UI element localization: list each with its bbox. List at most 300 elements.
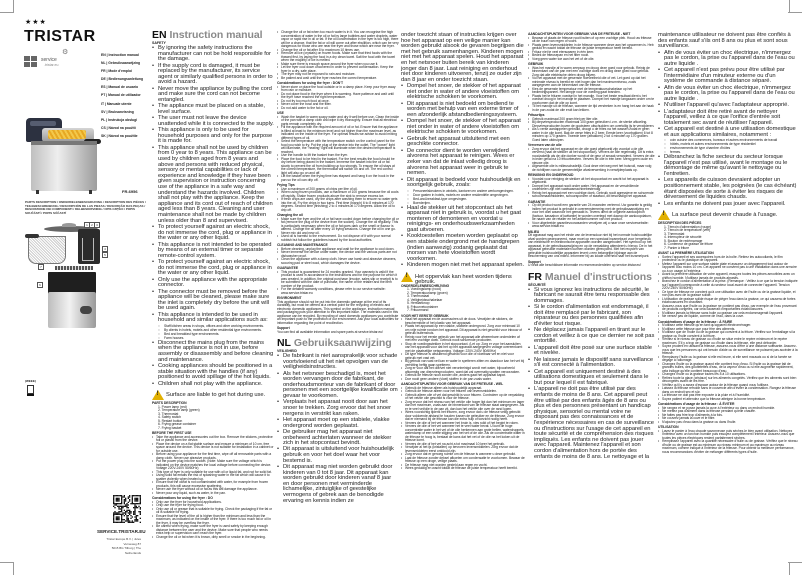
- section-heading: Verversen van de olie: [528, 143, 562, 147]
- bullet-item: • Was het mandje af in warm zeepsop en droog deze goed voor gebruik. Reinig de binnenkant van de pan met een vochtige doek en droog deze goed voor gebruik. Zorg dat alle elektrische delen droog blijven.: [528, 67, 655, 78]
- bullet-item: • Never immerse the device under water, the device and the various parts are not dishwasher proof.: [277, 251, 399, 258]
- sub-bullet-item: ○ Boerderijen.: [401, 201, 525, 205]
- bullet-item: • Stop de voedingsstekker in het stopcontact. (Let op: Zorg er voor het aansluiten van het apparaat voor dat het op het apparaat aangegeven voltage overeenkomt met de plaatselijke netspanning. Voltage: 220V-240V 50/60Hz): [401, 343, 525, 354]
- section-heading: DESCRIPTION DES PIÈCES: [658, 221, 702, 226]
- bullet-item: • Plaats het apparaat op een vlakke, stabiele ondergrond. Zorg voor minimaal 10 cm vrije ruimte rondom het apparaat. Dit apparaat is niet geschikt voor inbouw of gebruik buitenshuis.: [401, 325, 525, 336]
- paragraph: maintenance utilisateur ne doivent pas être confiés à des enfants sauf s'ils ont 8 ans ou plus et sont sous surveillance.: [658, 32, 791, 50]
- bullet-item: • Do not place food in the fryer when it is warming. Have patience and wait until the fryer have reached the right temperature.: [277, 93, 399, 100]
- section-heading: SAFETY: [152, 41, 166, 45]
- service-website-link[interactable]: SERVICE.TRISTAR.EU: [97, 529, 146, 534]
- bullet-item: • Verwijder al het ijs (kristallen) op bevroren levensmiddelen. Zorg ervoor dat de levensmiddelen eerst ontdooid zijn.: [401, 446, 525, 453]
- crop-mark: [0, 562, 14, 563]
- bullet-item: • Ververs de olie of het vet wanneer het bruin is, vies ruikt of het begint te roken.: [401, 422, 525, 426]
- fr-parts-first-use-section: [658, 222, 798, 454]
- bullet-item: • Only use the fryer for frying food.: [152, 504, 275, 508]
- bullet-item: • N'utilisez que de l'huile ou de la graisse qui convient à la friture. Vérifiez sur l'emballage si la graisse ou l'huile convient à la friture.: [658, 331, 798, 338]
- bullet-item: • Gebruik alleen olie of vet dat geschikt is voor frituren. Controleer op de verpakking of het vet/de olie geschikt is voor de friteuse.: [401, 394, 525, 401]
- numbered-item: 3. Thermostaat: [407, 294, 430, 299]
- section-heading: ENVIRONMENT: [277, 296, 302, 300]
- numbered-item: 4. Safety switch: [158, 415, 181, 420]
- numbered-item: 7. Frituurmand: [407, 308, 429, 313]
- section-heading: ONDERDELENBESCHRIJVING: [401, 283, 450, 288]
- recycle-bin-icon: [27, 385, 34, 394]
- bullet-item: • L'adaptateur doit être retiré avant de nettoyer l'appareil, veillez à ce que l'orifice d'entrée soit totalement sec avant de réutiliser l'appareil.: [658, 110, 798, 127]
- bullet-item: • Only use the appliance with the appropriate connector.: [152, 278, 275, 289]
- warning-triangle-icon: [401, 272, 413, 282]
- section-heading: Frituurtips: [528, 113, 545, 117]
- section-heading: Support: [277, 326, 290, 330]
- bullet-item: • Dompel het apparaat nooit onder water. Het apparaat en de verschillende onderdelen zijn niet vaatwasmachinebestendig.: [528, 185, 655, 192]
- bullet-item: • Remplacez l'huile ou la graisse si elle est brune, si elle sent mauvais ou si de la fumée se dégage à l'allumage.: [658, 356, 798, 363]
- bullet-item: • Branchez le cordon d'alimentation à la prise. (Remarque : Veillez à ce que la tension indiquée sur l'appareil corresponde à celle du secteur local avant de connecter l'appareil. Tension 220V-240V 50/60Hz): [658, 280, 798, 291]
- section-title: [152, 30, 275, 41]
- bullet-item: • Cooking appliances should be positioned in a stable situation with the handles (if any) positioned to avoid spillage of the hot liquids.: [152, 364, 275, 381]
- diagram-label: 1: [84, 222, 90, 228]
- bullet-item: • Select the temperature with the temperature switch on the control panel for the food you wish to fry. Put the plug of the device into the outlet. The "power" light will illuminate, the "heating" light will illuminate when the desired temperature is reached.: [277, 140, 399, 154]
- bullet-item: • Dit apparaat is bedoeld voor huishoudelijk en soortgelijk gebruik, zoals:: [401, 178, 525, 189]
- fr-safety-section: [528, 272, 655, 461]
- bullet-item: • Zorg ervoor dat er genoeg ruimte om de friteuse is wanneer u deze gebruikt.: [401, 453, 525, 457]
- section-heading: VEILIGHEID: [277, 349, 297, 353]
- bullet-item: • For the detailed warranty conditions, please refer to our service website: www.service.tristar.eu: [277, 288, 399, 295]
- bullet-item: • Ververs de olie of het vet na acht a tot maximaal 10 keer het gebruik.: [401, 443, 525, 447]
- numbered-item: 1. Power lamp (red): [158, 404, 187, 409]
- bullet-item: • L'appareil doit être posé sur une surface stable et nivelée.: [528, 346, 655, 357]
- bullet-item: • Soyez patient et attendez que la friteuse atteigne la bonne température.: [658, 398, 798, 402]
- bullet-item: • Afgewerkte olie is milieuschadelijk. Gooi deze niet weg met het huisvuil, maar volg de richtlijnen van de gemeentelijke afvalverwerking in verwijderplaats op.: [528, 165, 655, 172]
- model-number: FR-6956: [122, 189, 138, 194]
- bullet-item: • Never move the appliance by pulling the cord and make sure the cord can not become entangled.: [152, 87, 275, 104]
- bullet-item: • Haal het apparaat en de accessoires uit de doos. Verwijder de stickers, de beschermfolie of het plastic van het apparaat.: [401, 318, 525, 325]
- section-heading: CLEANING AND MAINTENANCE: [277, 243, 328, 247]
- weee-label: (WEEE): [25, 379, 36, 383]
- bullet-item: • Ne couvrez jamais la cuve et le filtre.: [658, 417, 798, 421]
- bullet-item: • Laissez la friteuse refroidir sans le couvercle afin d'éviter la condensation. Rangez la friteuse dans un endroit sec et sûr.: [658, 387, 798, 394]
- bullet-item: • Fill the appliance with the required amount of oil or fat. Ensure that the appliance is filled at least to the minimum level and not higher than the maximum level, as indicated on the inside of the fryer. For optimal results we advise to avoid mixing different types of oil.: [277, 126, 399, 140]
- numbered-item: 1. Voedingslamp (rood): [407, 287, 441, 292]
- bullet-item: • This appliance is intended to be used in household and similar applications such as:: [152, 313, 275, 324]
- diagram-label: 3: [94, 222, 100, 228]
- language-item: IT | Manuale utente: [101, 101, 132, 106]
- bullet-item: • Kinderen mogen niet met het apparaat spelen.: [401, 263, 525, 269]
- bullet-item: • Ne faites pas frire trop d'aliments à la fois.: [658, 414, 798, 418]
- bullet-item: • Si le cordon d'alimentation est endommagé, il doit être remplacé par le fabricant, son réparateur ou des personnes qualifiées afin d'éviter tout risque.: [528, 305, 655, 327]
- language-item: EN | Instruction manual: [101, 53, 139, 57]
- language-item: PT | Manual de utilizador: [101, 93, 141, 98]
- bullet-item: • Afin de vous éviter un choc électrique, n'immergez pas le cordon, la prise ou l'appareil dans de l'eau ou autre liquide .: [658, 51, 798, 68]
- bullet-item: • De friteuse mag niet worden gesteld aan regen en vocht.: [401, 464, 525, 468]
- bullet-item: • Disconnect the mains plug from the mains when the appliance is not in use, before assembly or disassembly and before cleaning and maintenance.: [152, 341, 275, 363]
- en-parts-first-use-section: [152, 402, 275, 539]
- nl-safety-section: [277, 338, 399, 504]
- bullet-item: • Bewaar of plaats de friteuse nooit buiten of op een vochtige plek. Houd uw friteuse uit de buurt van regen of vocht.: [528, 37, 655, 44]
- bullet-item: • Avant la première utilisation de votre appareil, essuyez toutes les pièces amovibles avec un chiffon humide. N'utilisez jamais de produits abrasifs.: [658, 273, 798, 280]
- section-heading: Frying Tips: [277, 183, 295, 187]
- numbered-item: 1. Témoin d'alimentation (rouge): [664, 224, 712, 229]
- bullet-item: • Ne rangez et ne posez jamais la cuve à l'extérieur ou dans un endroit humide.: [658, 407, 798, 411]
- warning-note: [658, 210, 798, 220]
- numbered-item: 2. Temperature lamp (green): [158, 408, 200, 413]
- bullet-item: • Let the fryer cool down uncovered in order to prevent condensation. Keep the fryer in a dry, safe place.: [277, 66, 399, 73]
- service-label: service: [41, 57, 57, 63]
- brand-logo: TRISTAR: [24, 28, 96, 45]
- bullet-item: • Ne déplacez jamais l'appareil en tirant sur le cordon et veillez à ce que ce dernier ne soit pas entortillé.: [528, 328, 655, 345]
- bullet-item: • Only use oil or grease that is suitable for frying. Check the packaging if the fat or oil is suitable for frying.: [152, 508, 275, 515]
- bullet-item: • If fresh chips are used, dry the chips after washing them to ensure no water gets into the oil. Fry the chips in two turns. First time (blanch) 6 to 8 minutes at 170 degrees. Second time (finishing) 2 to 4 minutes at 170 degrees. Allow the oil to drip off.: [277, 198, 399, 212]
- numbered-item: 2. Témoin de température (vert): [664, 228, 711, 233]
- bullet-item: • The user must not leave the device unattended while it is connected to the supply.: [152, 116, 275, 127]
- sub-bullet-item: ○ Farm houses.: [152, 336, 275, 340]
- bullet-item: • Til het mandje uit de friteuse, wanneer de tijd verstreken is en hang het aan de haak in de pan zodat de olie eruit kan lekken.: [528, 105, 655, 112]
- bullet-item: • Clean the appliance with a damp cloth. Never use harsh and abrasive cleaners, scouring pad or steel wool, which damages the device.: [277, 258, 399, 265]
- sub-bullet-item: ○ Door gasten in hotels, motels en andere residentiële omgevingen.: [401, 193, 525, 197]
- diagram-label: 7: [38, 264, 44, 270]
- column-fr: [658, 33, 798, 454]
- bullet-item: • Voeg geen water toe aan het vet of de olie.: [528, 58, 655, 62]
- bullet-item: • This appliance is not intended to be operated by means of an external timer or separate remote-control system.: [152, 243, 275, 260]
- bullet-item: • Plaats het te frituren voedsel in het mandje. Voor het beste resultaat dient u het voedsel droog in het mandje te plaatsen. Dompel het mandje langzaam onder om te voorkomen dat de olie op komt.: [528, 95, 655, 106]
- bullet-item: • N'utilisez jamais la friteuse sans huile ou graisse car cela endommagerait l'appareil.: [658, 312, 798, 316]
- numbered-item: 5. Herstartknop: [407, 301, 430, 306]
- bullet-item: • Before cleaning, unplug the appliance and wait for the appliance to cool down.: [277, 248, 399, 252]
- bullet-item: • Plaats geen levensmiddelen in de friteuse wanneer deze aan het opwarmen is. Heb geduld en wacht totdat de friteuse de juiste temperatuur heeft bereikt.: [528, 44, 655, 51]
- sub-bullet-item: ○ Bed and breakfast type environments.: [152, 332, 275, 336]
- bullet-item: • Les enfants ne doivent pas jouer avec l'appareil.: [658, 202, 798, 208]
- bullet-item: • Children shall not play with the appliance.: [152, 382, 275, 388]
- bullet-item: • By ignoring the safety instructions the manufacturer can not be hold responsible for the damage.: [152, 46, 275, 63]
- language-item: PL | Instrukcja obsługi: [101, 117, 138, 122]
- section-title: [277, 338, 399, 349]
- bullet-item: • Remplissez l'appareil avec la quantité nécessaire d'huile ou de graisse. Vérifiez que le niveau d'huile ou de graisse est au minimum au niveau minimum et au maximum au niveau maximum, comme indiqué à l'intérieur de la friteuse. Pour obtenir la meilleure performance, nous recommandons d'éviter de mélanger différents types d'huile.: [658, 440, 798, 454]
- column-nl: [401, 33, 525, 471]
- service-logo: [41, 58, 58, 68]
- bullet-item: • Zorg ervoor dat het apparaat en de olie goed afgekoeld zijn voordat u de olie ververst (haal de stekker uit het stopcontact). Ververs de olie regelmatig. Dit is extra noodzakelijk als de olie donker wordt of de geur of smaak veranderd. Ververs de olie in ieder geval na 10 frituurbeurten. Ververs de olie in één keer. Meng geen oude en nieuwe olie.: [528, 148, 655, 166]
- bullet-item: • Vérifiez qu'il y a assez d'espace autour de la friteuse quand vous l'utilisez.: [658, 384, 798, 388]
- bullet-item: • This product is guaranteed for 24 months granted. Your warranty is valid if the product is used in accordance to the instructions and for the purpose for which it was created. In addition, the original purchase (invoice, sales slip or receipt) is to be submitted with the date of purchase, the name of the retailer and the item number of the product.: [277, 271, 399, 289]
- sub-bullet-item: ○ Bed-and-breakfast-type omgevingen.: [401, 197, 525, 201]
- numbered-item: 2. Temperatuurlamp (groen): [407, 290, 448, 295]
- bullet-item: • Cet appareil est uniquement destiné à des utilisations domestiques et seulement dans le but pour lequel il est fabriqué.: [528, 370, 655, 387]
- section-heading: SÉCURITÉ: [528, 282, 546, 287]
- paragraph: Dit apparaat mag aan het einde van de levensduur niet bij het normale huishoudelijke afval worden gedeponeerd, maar moet op een speciaal inzamelpunt voor hergebruik van elektrische en elektronische apparaten worden aangeboden. Het symbool op het apparaat, in de gebruiksaanwijzing en op de verpakking attendeert u hierop. De in het apparaat gebruikte materialen kunnen worden gerecycled. Met het recyclen van gebruikte huishoudelijke apparaten levert u een belangrijke bijdrage aan de bescherming van ons milieu. Informeer bij uw lokale overheid naar het inzamelpunt.: [528, 233, 653, 258]
- bullet-item: • Ne laissez jamais le dispositif sans surveillance s'il est connecté à l'alimentation.: [528, 358, 655, 369]
- crop-mark: [789, 0, 790, 13]
- bullet-item: • N'utiliser l'appareil qu'avec l'adaptateur approprié.: [658, 103, 798, 109]
- bullet-item: • Sortez l'appareil et ses accessoires hors de la boîte. Retirez les autocollants, le film protecteur ou le plastique de l'appareil.: [658, 256, 798, 263]
- bullet-item: • This appliance is only to be used for household purposes and only for the purpose it is made for.: [152, 128, 275, 145]
- section-title: [528, 272, 655, 283]
- section-heading: Considérations d'usage de la friteuse : À FAIRE: [658, 319, 733, 324]
- bullet-item: • Used oil is harmful to the environment. Do not dispose of it with your normal rubbish but follow the guidelines issued by the local authorities.: [277, 235, 399, 242]
- language-code: FR: [528, 270, 542, 283]
- title-text: Gebruiksaanwijzing: [293, 337, 392, 349]
- gear-icon: ⚙: [62, 49, 69, 56]
- bullet-item: • Ne versez pas de liquide, comme de l'eau, dans la cuve.: [658, 315, 798, 319]
- language-code: EN: [152, 29, 167, 41]
- bullet-item: • Gebruik het apparaat uitsluitend met een geschikte connector.: [401, 137, 525, 148]
- service-icon: [24, 56, 37, 67]
- bullet-item: • Take the appliance and accessories out the box. Remove the stickers, protective foil or plastic from the device.: [152, 436, 275, 443]
- bullet-item: • Ververs de olie of het vet wanneer het te veel water bevat. U kunt de hoge concentratie water in het vet of de olie herkennen aan grote bellen, waterdruppels, waterdamp of een snelle stijging van het vet of de olie. Als de concentratie water in de friteuse te hoog is, bestaat de kans dat het vet of de olie na het koken uit de friteuse komt.: [401, 425, 525, 443]
- bullet-item: • Les appareils de cuisson devraient adopter un positionnement stable, les poignées (le cas échéant) étant disposées de sorte à éviter les risques de déversement de liquides chauds.: [658, 178, 798, 200]
- bullet-item: • Cet appareil n'est pas prévu pour être utilisé par l'intermédiaire d'un minuteur externe ou d'un système de commande à distance séparé.: [658, 68, 798, 85]
- paragraph: This appliance should not be put into the domestic garbage at the end of its durability, but must be offered at a central point for the recycling of electric and electronic domestic appliances. This symbol on the appliance, instruction manual and packaging puts your attention to this important issue. The materials used in this appliance can be recycled. By recycling of used domestic appliances you contribute an important push to the protection of our environment. Ask your local authorities for information regarding the point of recollection.: [277, 299, 399, 325]
- bullet-item: • To protect yourself against an electric shock, do not immerse the cord, plug or appliance in the water or any other liquid.: [152, 260, 275, 277]
- bullet-item: • Cet appareil est destiné à une utilisation domestique et aux applications similaires, notamment :: [658, 127, 798, 138]
- bullet-item: • Si vous ignorez les instructions de sécurité, le fabricant ne saurait être tenu responsable des dommages.: [528, 288, 655, 305]
- bullet-item: • Make sure the fryer and the oil or fat have cooled down before changing the oil or fat (remove the plug of the device from the socket). Change the oil regularly. This is particularly necessary when the oil or fat goes dark or the smell or flavour is altered. Change the oil after every 10 frying sessions. Change the oil in one go. Never mix old and new oil.: [277, 218, 399, 236]
- section-heading: Considérations d'usage de la friteuse : À ÉVITER: [658, 402, 735, 407]
- section-heading: MILIEU: [528, 229, 540, 234]
- paragraph: U vindt alle beschikbare informatie en reserveonderdelen op service.tristar.eu!: [528, 263, 642, 267]
- bullet-item: • Do not fry too much food at once.: [277, 100, 399, 104]
- numbered-item: 3. Thermostat: [664, 231, 685, 236]
- section-heading: GARANTIE: [528, 199, 546, 204]
- section-heading: PARTS DESCRIPTION: [152, 401, 187, 406]
- bullet-item: • Place the food to be fried in the basket. For the best results the food should be dry before being placed in the basket. Immerse the basket into the oil or fat slowly to prevent the oil from building up too strongly. To ensure the oil stays at the correct temperature, the thermostat will switch on and off. The red control light will also go on and off.: [277, 158, 399, 176]
- bullet-item: • Mettez l'appareil sur une surface stable plate et assurez un dégagement tout autour de l'appareil d'au moins 10 cm. Cet appareil ne convient pas à une installation dans une armoire ou à un usage à l'extérieur.: [658, 263, 798, 274]
- diagram-label: 4: [102, 246, 108, 252]
- numbered-item: 5. Restart button: [158, 418, 183, 423]
- column-en: [152, 29, 275, 539]
- bullet-item: • Be patient and wait until the fryer reaches the correct temperature.: [277, 77, 399, 81]
- address-line: Tristar Europe B.V. | Jules Verneweg 87: [106, 537, 141, 546]
- bullet-item: • N'utilisez cette friteuse que pour frire des aliments.: [658, 328, 798, 332]
- language-item: SV | Bruksanvisning: [101, 109, 134, 114]
- title-text: Instruction manual: [169, 29, 263, 41]
- bullet-item: • Dompel het snoer, de stekker of het apparaat niet onder in water of andere vloeistoffen om elektrische schokken te voorkomen.: [401, 84, 525, 101]
- parts-description-heading: PARTS DESCRIPTION / ONDERDELENBESCHRIJVING / DESCRIPTION DES PIÈCES / TEILEBESCHREIBUNG / DESCRIPCIÓN DE LAS PIEZAS / DESCRIÇÃO DAS PEÇAS / DESCRIZIONE DEI COMPONENTI / DELBESKRIVNING / OPIS CZĘŚCI / POPIS SOUČÁSTÍ / POPIS SÚČASTÍ: [25, 200, 146, 215]
- section-heading: USE: [277, 111, 284, 115]
- title-text: Manuel d'instructions: [544, 270, 652, 283]
- bullet-item: • This type of fryer is only suitable for use with oil or liquid fat, and not for solid fat.: [152, 471, 275, 475]
- section-heading: AANDACHTSPUNTEN VOOR GEBRUIK VAN DE FRITEUSE - NIET: [528, 32, 631, 36]
- qr-code[interactable]: [113, 495, 141, 523]
- section-heading: Support: [528, 259, 541, 264]
- language-item: CS | Návod na použití: [101, 125, 136, 130]
- numbered-item: 5. Bouton de redémarrage: [664, 238, 703, 243]
- bullet-item: • Verplaats het apparaat nooit door aan het snoer te trekken. Zorg ervoor dat het snoer nergens in verstrikt kan raken.: [277, 400, 399, 417]
- bullet-item: • Haal de stekker uit het stopcontact als het apparaat niet in gebruik is, voordat u het gaat monteren of demonteren en voordat u reinigings- en onderhoudswerkzaamheden gaat uitvoeren.: [401, 206, 525, 234]
- sub-bullet-item: ○ coin cuisine des commerces, bureaux et autres environnements de travail: [658, 138, 798, 142]
- bullet-item: • De gebruiker mag het apparaat niet onbeheerd achterlaten wanneer de stekker zich in het stopcontact bevindt.: [277, 430, 399, 447]
- bullet-item: • Als het netsnoer beschadigd is, moet het worden vervangen door de fabrikant, de onderhoudsmonteur van de fabrikant of door personen met een soortgelijke kwalificatie om gevaar te voorkomen.: [277, 372, 399, 400]
- bullet-item: • Frituur niet te veel etenswaren in één keer.: [528, 51, 655, 55]
- bullet-item: • Gebruik maximaal 200 gram friet per liter olie.: [528, 118, 655, 122]
- section-heading: Considerations for using the fryer : DON'T: [277, 81, 343, 85]
- bullet-item: • Reinig het apparaat met een vochtige doek. Gebruik nooit agressieve en schurende schoonmaakmiddelen, schuursponzen of staalwol, dit beschadigt het apparaat.: [528, 192, 655, 199]
- bullet-item: • Never cover the bowl and the filter.: [277, 103, 399, 107]
- bullet-item: • The connector must be removed before the appliance will be cleaned, please make sure the inlet is completely dry before the unit will be used again.: [152, 290, 275, 312]
- address-line: 5015 BG Tilburg | The Netherlands: [111, 546, 141, 555]
- crop-mark: [13, 0, 14, 13]
- bullet-item: • Dit apparaat is niet bedoeld om bediend te worden met behulp van een externe timer of een afzonderlijk afstandbedieningssysteem.: [401, 102, 525, 119]
- service-url: .tristar.eu: [44, 63, 59, 67]
- bullet-item: • Changez l'huile ou la graisse toutes les 8 à 10 utilisations.: [658, 373, 798, 377]
- language-code: NL: [277, 337, 291, 349]
- bullet-item: • N'utilisez cette friteuse qu'en tant qu'appareil électroménager.: [658, 324, 798, 328]
- warning-triangle-icon: [152, 390, 164, 400]
- bullet-item: • When using frozen products, use a maximum of 100 grams because the oil cools off rapidly. Shake frozen products above the sink to remove excess ice.: [277, 191, 399, 198]
- warning-triangle-icon: [658, 210, 670, 220]
- numbered-item: 7. Frying basket: [158, 425, 182, 430]
- warning-text: Het oppervlak kan heet worden tijdens gebruik.: [415, 273, 512, 286]
- numbered-item: 4. Interrupteur de sécurité: [664, 235, 702, 240]
- bullet-item: • Kies de gewenste temperatuur met de temperatuurschakelaar op het bedieningspaneel. Het lampje voor de voeding gaat branden.: [528, 88, 655, 95]
- bullet-item: • Put the power plug into the socket. (Note: Make sure the voltage which is indicated on the device matches the local voltage before connecting the device. Voltage 220V-240V 50/60Hz): [152, 460, 275, 471]
- bullet-item: • Het apparaat moet op een stabiele, vlakke ondergrond worden geplaatst.: [277, 418, 399, 429]
- section-heading: AANDACHTSPUNTEN VOOR GEBRUIK VAN DE FRITEUSE - WEL: [401, 382, 504, 387]
- section-heading: VOOR HET EERSTE GEBRUIK: [401, 313, 449, 318]
- sub-bullet-item: ○ environnements de type chambre d'hôtes: [658, 146, 798, 150]
- bullet-item: • Op dit product wordt een garantie van 24 maanden verleend. Uw garantie is geldig indien het product is gebruikt in overeenstemming met de gebruiksaanwijzing en voor het doel waarvoor het gemaakt is. Tevens dient de originele aankoopbon (factuur, kassabon of kwitantie) te worden overlegd met daarop de aankoopdatum, de naam van de retailer en het artikelnummer van het product.: [528, 204, 655, 222]
- en-use-section: [277, 31, 399, 334]
- bullet-item: • Ne mettez pas d'aliment dans la friteuse pendant qu'elle chauffe.: [658, 410, 798, 414]
- bullet-item: • Vul het apparaat met de gewenste hoeveelheid olie of vet. Let goed op dat het minimale niveau is bereikt en niet hoger dan het maximumniveau, zoals aangegeven aan de binnenkant van de friteuse.: [528, 77, 655, 88]
- bullet-item: • Laat de friteuse zonder deksel afkoelen om condensatie te voorkomen. Bewaar de friteuse op een droge, veilige plaats.: [401, 457, 525, 464]
- bullet-item: • Gebruik de friteuse nooit zonder olie, anders gaat het apparaat kapot.: [401, 374, 525, 378]
- bullet-item: • Dompel het snoer, de stekker of het apparaat niet onder in water of andere vloeistoffen om elektrische schokken te voorkomen.: [401, 119, 525, 136]
- bullet-item: • The appliance must be placed on a stable, level surface.: [152, 104, 275, 115]
- section-heading: GUARANTEE: [277, 266, 299, 270]
- bullet-item: • This appliance shall not be used by children from 0 year to 8 years. This appliance can be used by children aged from 8 years and above and persons with reduced physical, sensory or mental capabilities or lack of experience and knowledge if they have been given supervision or instruction concerning use of the appliance in a safe way and understand the hazards involved. Children shall not play with the appliance. Keep the appliance and its cord out of reach of children aged less than 8 years. Cleaning and user maintenance shall not be made by children unless older than 8 and supervised.: [152, 146, 275, 224]
- crop-mark: [788, 12, 802, 13]
- bullet-item: • Wees geduldig en wacht totdat de friteuse de juiste temperatuur heeft bereikt.: [401, 467, 525, 471]
- section-heading: AVANT LA PREMIÈRE UTILISATION: [658, 251, 714, 256]
- bullet-item: • Ce type de friteuse ne convient qu'à une utilisation avec de l'huile ou de la graisse liquide, et non pas avec de la graisse solide.: [658, 291, 798, 298]
- bullet-item: • Using solid fat entails the risk of splashing water in the fat which will cause it to spatter violently when heated up.: [152, 474, 275, 481]
- warning-text: La surface peut devenir chaude à l'usage.: [672, 212, 778, 219]
- bullet-item: • N'ajoutez pas d'eau dans la graisse ou dans l'huile.: [658, 421, 798, 425]
- bullet-item: • Use a maximum of 200 grams of chips per litre of oil.: [277, 188, 399, 192]
- sub-bullet-item: ○ Personeelskeukens in winkels, kantoren en andere werkomgevingen.: [401, 189, 525, 193]
- section-heading: GEBRUIK: [528, 62, 544, 66]
- language-item: NL | Gebruiksaanwijzing: [101, 61, 141, 66]
- bullet-item: • Use the handle to lift the basket from the fryer.: [277, 154, 399, 158]
- bullet-item: • Kooktoestellen moeten worden geplaatst op een stabiele ondergrond met de handgrepen (indien aanwezig) zodanig geplaatst dat morsen van hete vloeistoffen wordt voorkomen.: [401, 234, 525, 262]
- crop-mark: [0, 12, 14, 13]
- en-safety-section: [152, 30, 275, 400]
- bullet-item: • The fryer may not be exposed to rain and moisture.: [277, 73, 399, 77]
- bullet-item: • Only use the fryer for household applications.: [152, 501, 275, 505]
- nl-use-section: [528, 33, 655, 268]
- bullet-item: • Be careful when frying, make sure the fryer is used safely by keeping enough distance between the user and the device. Make sure that people who needs extra help or supervision can't reach the fryer.: [152, 525, 275, 536]
- bullet-item: • Als u verse aardappelen gebruikt, droogt u de frites na het wassen zodat er geen water in de olie komt. Bak de verse frites in 2 keer. Eerste keer (voorbakken) 6 tot 8 minuten op 170 graden. Tweede keer (afbakken) 2 tot 4 minuten op 170 graden. Goed laten uitdruipen.: [528, 128, 655, 142]
- column-nl-fr: [528, 31, 655, 460]
- language-list: [101, 51, 149, 140]
- bullet-item: • Vérifiez si le niveau de graisse ou d'huile se situe entre le repère minimum et le repère maximum. S'il y a trop de graisse ou d'huile dans la friteuse, elle peut déborder.: [658, 338, 798, 345]
- numbered-item: 6. Frituurvetcontainer: [407, 304, 438, 309]
- language-item: DE | Bedienungsanleitung: [101, 77, 144, 82]
- bullet-item: • Ensure that the level of the oil is higher than the minimum and less than the maximum, as indicated on the inside of the fryer. If there is too much fat or oil in the fryer, it may be overflow the fryer.: [152, 515, 275, 526]
- bullet-item: • Place the device on a flat stable surface and ensure a minimum of 10 cm. free space around the device. This device is not suitable for installation in a cabinet or for outside use.: [152, 443, 275, 454]
- bullet-item: • Zorg er voor dat het olie/vet niet verontreinigd wordt met water, bijvoorbeeld afkomstig van diepvriesproducten, want dat zal overmatig spatten veroorzaken.: [401, 367, 525, 374]
- bullet-item: • L'utilisation de graisse solide risque de piéger l'eau dans la graisse, ce qui causera de fortes éclaboussures en chauffant.: [658, 298, 798, 305]
- bullet-item: • La friteuse ne doit pas être exposée à la pluie et à l'humidité.: [658, 394, 798, 398]
- language-item: SK | Návod na použitie: [101, 133, 138, 138]
- bullet-item: • Voordat voor reiniging de stekker uit het stopcontact en wacht tot het apparaat is afgekoeld.: [528, 178, 655, 185]
- company-address: [95, 537, 141, 555]
- bullet-item: • Never use the fryer without oil or fat as this will damage the appliance.: [152, 488, 275, 492]
- bullet-item: • Wees voorzichtig tijdens het frituren, zorg ervoor dat u de friteuse veilig gebruikt door voldoende afstand te houden tussen de gebruiker en de friteuse. Zorg ervoor dat er niemand bij de friteuse kan die extra hulp of toezicht nodig heeft.: [401, 411, 525, 422]
- numbered-item: 4. Veiligheidsschakelaar: [407, 297, 443, 302]
- bullet-item: • Change the oil or fat when too much water is in it. You can recognise the high concentration of water in the oil or fat by large bubbles and water droplets, water vapor or rapid rise in oil or fat. If the oil concentration in the fryer is too high, there will be a chance, that the fat or oil will come out after ebullition, which can be very dangerous for those who are near the fryer and those which are near the fryer.: [277, 31, 399, 49]
- numbered-item: 7. Panier à friture: [664, 245, 690, 250]
- bullet-item: • Wash the basket in warm soapy water and dry it well before use. Clean the inside of the pan with a damp cloth and wipe it dry thoroughly. Ensure that all electrical parts remain completely dry.: [277, 116, 399, 127]
- crop-mark: [789, 562, 790, 575]
- numbered-item: 6. Conteneur de graisse de friture: [664, 242, 713, 247]
- paragraph: You can find all available information and spare parts at service.tristar.eu!: [277, 329, 383, 334]
- bullet-item: • Zorg ervoor dat het niveau van het vet/de olie hoger ligt dan het minimum en lager dan het maximum, zoals aan de binnenkant van de friteuse staat aangegeven. Als er te veel vet/olie in de pan zit, dan kan het vet/de olie over de rand lopen.: [401, 401, 525, 412]
- bullet-item: • De fabrikant is niet aansprakelijk voor schade voortvloeiend uit het niet opvolgen van de veiligheidsinstructies.: [277, 354, 399, 371]
- section-heading: REINIGING EN ONDERHOUD: [528, 173, 574, 177]
- bullet-item: • De connector dient te worden verwijderd alvorens het apparaat te reinigen. Wees er zeker van dat de inlaat volledig droog is alvorens het apparaat weer in gebruik te nemen.: [401, 149, 525, 177]
- sub-bullet-item: ○ Staff kitchen areas in shops, offices and other working environments.: [152, 324, 275, 328]
- bullet-item: • Gebruik de friteuse alleen voor het frituren van levensmiddelen.: [401, 390, 525, 394]
- bullet-item: • Changez l'huile ou la graisse quand elle contient trop d'eau. Si l'huile ou la graisse fait de grandes bulles, des gouttelettes d'eau, de la vapeur d'eau ou si elle augmente rapidement, cela indique qu'elle contient beaucoup d'eau.: [658, 363, 798, 374]
- section-heading: Considerations for using the fryer : DO: [152, 496, 213, 501]
- bullet-item: • Retirez toute la glace (cristaux) sur les aliments congelés. Vérifiez que les aliments sont bien décongelés avant de les frire.: [658, 377, 798, 384]
- crop-mark: [13, 562, 14, 575]
- bullet-item: • Voor uitgebreide garantievoorwaarden verwijzen wij u naar onze servicewebsite: www.service.tristar.eu: [528, 222, 655, 229]
- bullet-item: • Change the oil or fat after 8 to maximum 10 times use.: [277, 49, 399, 53]
- fr-safety-continued: [658, 33, 798, 220]
- paragraph: onder toezicht staan of instructies krijgen over hoe het apparaat op een veilige manier kan worden gebruikt alsook de gevaren begrijpen die met het gebruik samenhangen. Kinderen mogen niet met het apparaat spelen. Houd het apparaat en het netsnoer buiten bereik van kinderen jonger dan 8 jaar. Laat reiniging en onderhoud niet door kinderen uitvoeren, tenzij ze ouder zijn dan 8 jaar en onder toezicht staan.: [401, 32, 524, 83]
- sub-bullet-item: ○ By clients in hotels, motels and other residential type environments.: [152, 328, 275, 332]
- diagram-label: 5: [102, 252, 108, 258]
- section-heading: BEFORE THE FIRST USE: [152, 431, 192, 436]
- language-item: ES | Manual de usuario: [101, 85, 139, 90]
- bullet-item: • Bedek de friteusepan en het filter nooit.: [528, 54, 655, 58]
- language-item: FR | Mode d'emploi: [101, 69, 132, 74]
- diagram-label: 6: [37, 282, 43, 288]
- bullet-item: • Lavez le panier à l'eau chaude savonneuse puis séchez-le bien avant utilisation. Nettoyez l'intérieur avec un torchon humide puis essuyez complètement l'intérieur. Assurez-vous que toutes les pièces électriques restent parfaitement sèches.: [658, 430, 798, 441]
- bullet-item: • Never pour any liquid, such as water, in the pan.: [152, 492, 275, 496]
- section-heading: Changing the oil: [277, 213, 303, 217]
- bullet-item: • L'appareil ne doit pas être utilisé par des enfants de moins de 8 ans. Cet appareil peut être utilisé par des enfants âgés de 8 ans ou plus et des personnes présentant un handicap physique, sensoriel ou mental voire ne disposant pas des connaissances et de l'expérience nécessaires en cas de surveillance ou d'instructions sur l'usage de cet appareil en toute sécurité et de compréhension des risques impliqués. Les enfants ne doivent pas jouer avec l'appareil. Maintenez l'appareil et son cordon d'alimentation hors de portée des enfants de moins de 8 ans. Le nettoyage et la: [528, 387, 655, 460]
- crop-mark: [788, 562, 802, 563]
- logo-stars: ★★★: [25, 19, 47, 26]
- bullet-item: • Do not add water to the fat or oil.: [277, 107, 399, 111]
- bullet-item: • To protect yourself against an electric shock, do not immerse the cord, plug or appliance in the water or any other liquid.: [152, 225, 275, 242]
- bullet-item: • Bij gebruik van vast vet kan er water in spetteren zitten en daardoor kan het vet bij verhitting heftig gaan spetteren.: [401, 360, 525, 367]
- bullet-item: • Dit apparaat is uitsluitend voor huishoudelijk gebruik en voor het doel waar het voor bestemd is.: [277, 447, 399, 464]
- bullet-item: • Dit apparaat mag niet worden gebruikt door kinderen van 0 tot 8 jaar. Dit apparaat kan worden gebruikt door kinderen vanaf 8 jaar en door personen met verminderde lichamelijke, zintuiglijke of geestelijke vermogens of gebrek aan de benodigde ervaring en kennis indien ze: [277, 465, 399, 504]
- bullet-item: • Remove all ice (crystals) on frozen foods. Make sure that fried foods with the thawed first, by laying the food in a dry clean towel. Salt the food with the towel when the majority of ice is melted.: [277, 52, 399, 63]
- bullet-item: • Lift the basket when the frying time has elapsed and hang it on the hook in the pan so the oil can drip off.: [277, 175, 399, 182]
- nl-parts-first-use-section: [401, 285, 525, 471]
- warning-text: Surface are liable to get hot during use.: [166, 392, 266, 399]
- bullet-item: • Débranchez la fiche secteur du secteur lorsque l'appareil n'est pas utilisé, avant le montage ou le démontage de même qu'avant le nettoyage ou l'entretien.: [658, 155, 798, 177]
- bullet-item: • Make sure there is enough space around the fryer when you use it.: [277, 63, 399, 67]
- bullet-item: • Change the oil or fat when it is brown, dirty smell or smoke in the beginning.: [152, 536, 275, 540]
- bullet-item: • Doe nooit geen andere (vloei) stoffen in de pan zoals water.: [401, 378, 525, 382]
- bullet-item: • Assurez-vous que l'huile ou la graisse ne contient pas d'eau, par exemple de l'eau provenant de produits congelés, car cela causerait d'importantes éclaboussures.: [658, 305, 798, 312]
- numbered-item: 3. Thermostat: [158, 411, 179, 416]
- section-heading: UTILISATION: [658, 425, 679, 430]
- sub-bullet-item: ○ hôtels, motels et autres environnements de type résidentiel: [658, 142, 798, 146]
- bullet-item: • Soyez prudent en utilisant la friteuse, assurez-vous d'être à une distance suffisante. Assurez-vous que les personnes qui ont besoin d'aide ou de surveillance ne puissent pas accéder à la friteuse.: [658, 345, 798, 356]
- diagram-label: 2: [89, 222, 95, 228]
- bullet-item: • Reinig voor het eerste gebruik van het apparaat alle afneembare onderdelen af met een vochtige doek. Gebruik nooit schurende producten.: [401, 336, 525, 343]
- bullet-item: • Dit type friteuse is uitsluitend geschikt voor olie of vloeibaar vet en niet voor gebruik met vast vet.: [401, 353, 525, 360]
- bullet-item: • Never store or place the food outside or in a damp place. Keep your fryer away from rain or moisture.: [277, 86, 399, 93]
- sub-bullet-item: ○ fermes.: [658, 150, 798, 154]
- bullet-item: • Before using your appliance for the first time, wipe off all removable parts with a damp cloth. Never use abrasive products.: [152, 453, 275, 460]
- bullet-item: • If the supply cord is damaged, it must be replaced by the manufacturer, its service agent or similarly qualified persons in order to avoid a hazard.: [152, 64, 275, 86]
- bullet-item: • Bij diepvriesproducten maximaal 100 gram gebruiken i.v.m. de sterke afkoeling. Diepvriesproducten boven de gootsteen uitschudden om overtollig ijs te verwijderen.: [528, 121, 655, 128]
- bullet-item: • Gebruik de friteuse alleen als huishoudelijk apparaat.: [401, 387, 525, 391]
